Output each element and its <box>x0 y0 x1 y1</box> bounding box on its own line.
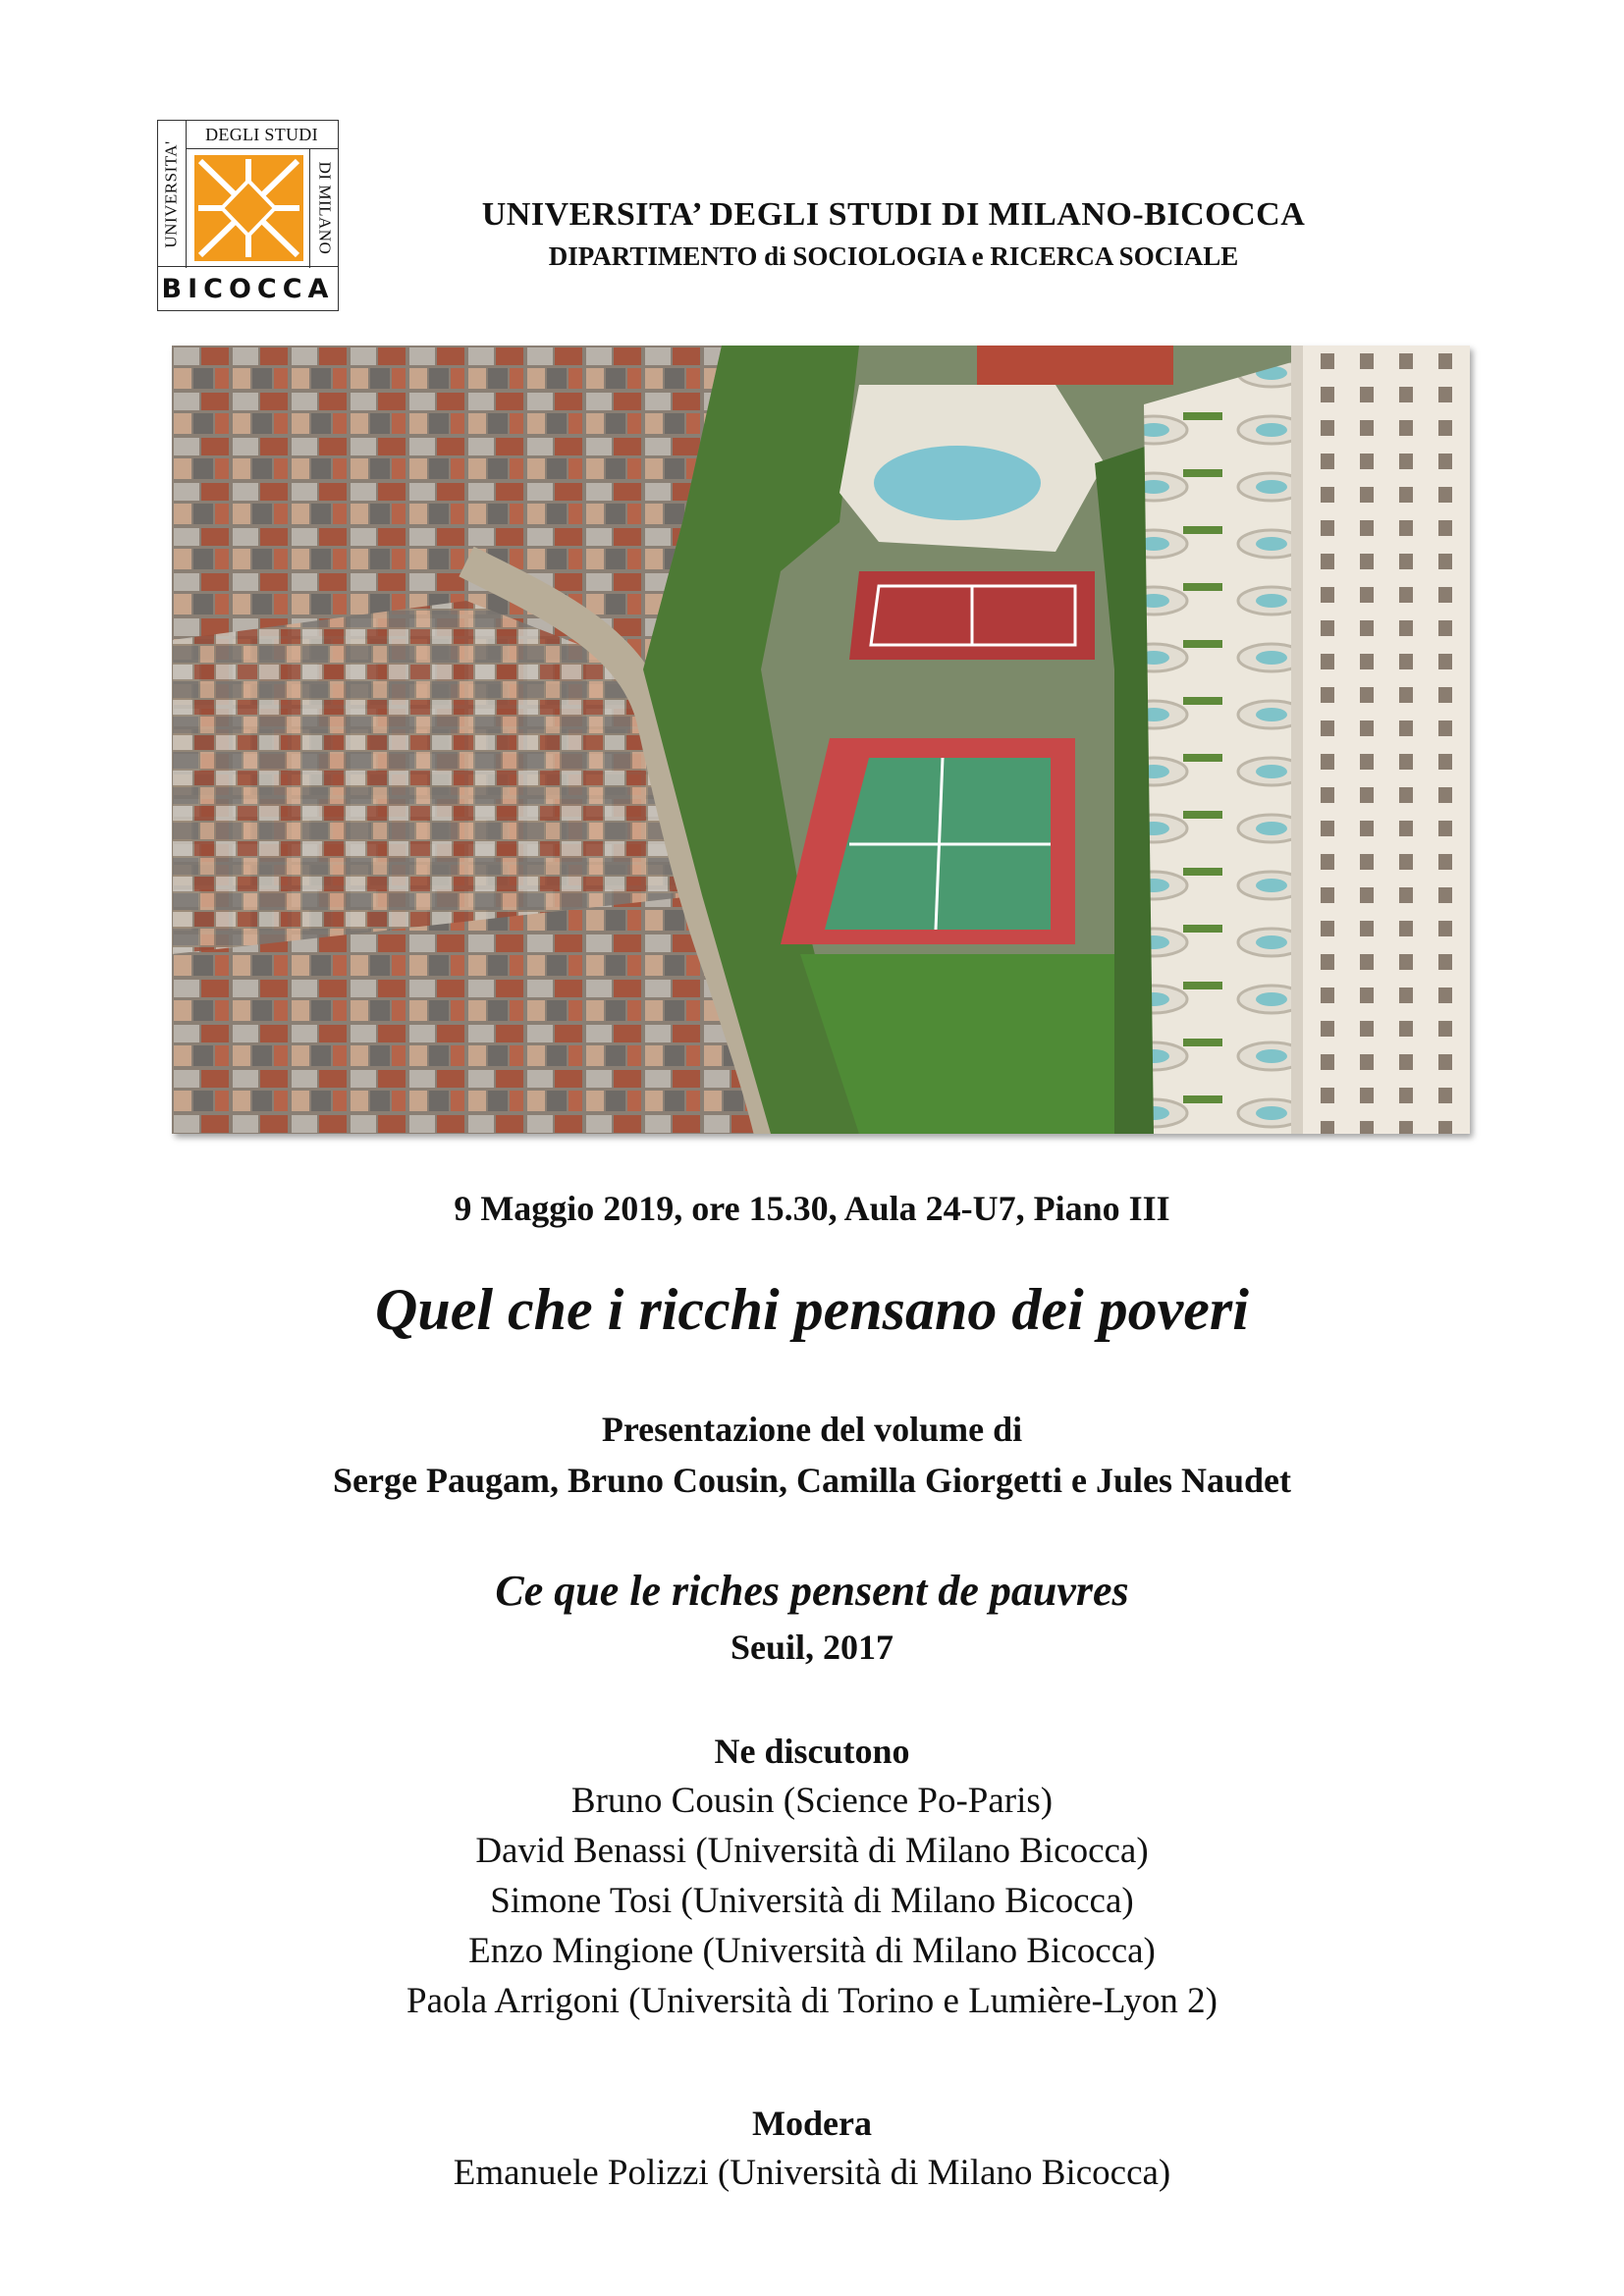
discussant-item: David Benassi (Università di Milano Bicocca) <box>475 1831 1149 1871</box>
moderator-name: Emanuele Polizzi (Università di Milano Bicocca) <box>453 2153 1171 2193</box>
discussant-item: Enzo Mingione (Università di Milano Bicocca) <box>468 1931 1156 1971</box>
aerial-photo <box>172 346 1470 1134</box>
discussant-item: Simone Tosi (Università di Milano Bicocca) <box>490 1881 1134 1921</box>
book-authors: Serge Paugam, Bruno Cousin, Camilla Giorgetti e Jules Naudet <box>333 1461 1291 1500</box>
department-name: DIPARTIMENTO di SOCIOLOGIA e RICERCA SOCIALE <box>548 241 1239 271</box>
discussants-label: Ne discutono <box>714 1732 910 1771</box>
logo-right-text: DI MILANO <box>315 161 334 255</box>
event-title: Quel che i ricchi pensano dei poveri <box>375 1277 1249 1342</box>
logo-top-text: DEGLI STUDI <box>205 124 318 144</box>
event-datetime-place: 9 Maggio 2019, ore 15.30, Aula 24-U7, Piano III <box>454 1189 1170 1228</box>
logo-emblem-icon <box>187 149 311 267</box>
university-name: UNIVERSITA’ DEGLI STUDI DI MILANO-BICOCCA <box>481 196 1306 233</box>
logo-left-text: UNIVERSITA' <box>162 140 182 248</box>
university-logo <box>157 120 339 311</box>
publisher-year: Seuil, 2017 <box>730 1628 894 1667</box>
discussant-item: Paola Arrigoni (Università di Torino e Lumière-Lyon 2) <box>406 1981 1218 2021</box>
discussant-item: Bruno Cousin (Science Po-Paris) <box>570 1781 1054 1821</box>
aerial-photo-image <box>172 346 1470 1134</box>
presentation-label: Presentazione del volume di <box>601 1410 1023 1449</box>
book-title: Ce que le riches pensent de pauvres <box>495 1567 1129 1615</box>
logo-bottom-text: BICOCCA <box>161 273 335 304</box>
moderator-label: Modera <box>752 2104 872 2143</box>
